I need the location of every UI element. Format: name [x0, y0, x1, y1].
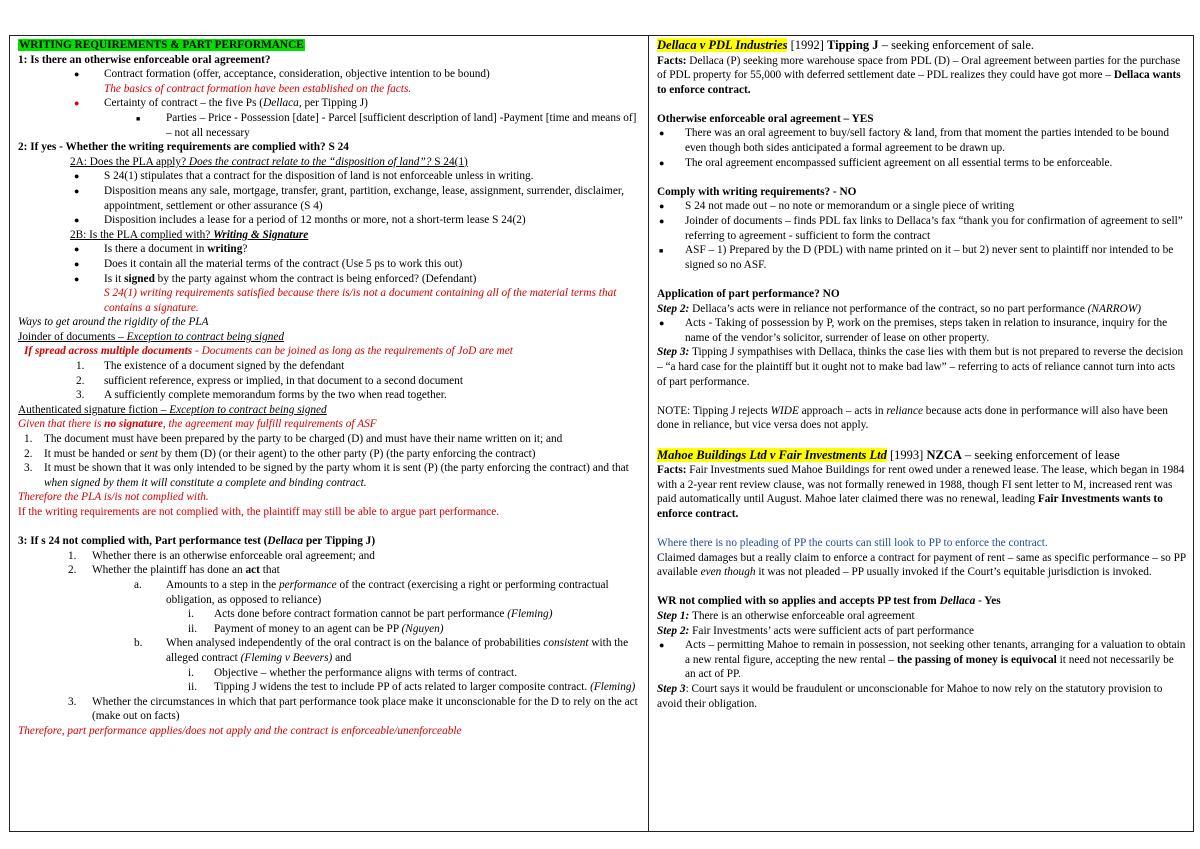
left-column: [10, 36, 649, 831]
q2-heading: 2: If yes - Whether the writing requirements are complied with? S 24: [18, 141, 349, 154]
q2b-heading: 2B: Is the PLA complied with? Writing & Signature: [70, 228, 309, 241]
note-red: If the writing requirements are not complied with, the plaintiff may still be able to argue part performance.: [18, 506, 500, 518]
list-item: a. Amounts to a step in the performance of the contract (exercising a right or performing contractual obligation, as opposed to reliance): [134, 578, 609, 606]
asf-heading: Authenticated signature fiction – Exception to contract being signed: [18, 403, 327, 416]
step-2: Step 2: Dellaca’s acts were in reliance not performance of the contract, so no part performance (NARROW): [657, 302, 1142, 315]
list-item: ● S 24(1) stipulates that a contract for the disposition of land is not enforceable unless in writing.: [18, 169, 642, 184]
note-red: Therefore the PLA is/is not complied with.: [18, 491, 209, 504]
q1-heading: 1: Is there an otherwise enforceable oral agreement?: [18, 53, 271, 66]
q3-heading: 3: If s 24 not complied with, Part performance test (Dellaca per Tipping J): [18, 535, 376, 548]
case-facts: Facts: Fair Investments sued Mahoe Buildings for rent owed under a renewed lease. The lease, which began in 1984 with a 2-year rent review clause, was not formally renewed in 1988, though FI sent letter to M, increased rent was paid automatically until August. Mahoe later claimed there was no renewal, leading Fair Investments wants to enforce contract.: [657, 464, 1185, 520]
note-red: Therefore, part performance applies/does not apply and the contract is enforceable/unenforceable: [18, 724, 462, 737]
section-heading: Comply with writing requirements? - NO: [657, 185, 857, 198]
list-item: ● Disposition includes a lease for a period of 12 months or more, not a short-term lease S 24(2): [18, 213, 642, 228]
note-red: If spread across multiple documents - Documents can be joined as long as the requirements of JoD are met: [24, 345, 513, 358]
list-item: ● Is there a document in writing?: [18, 242, 642, 257]
case-facts: Facts: Dellaca (P) seeking more warehouse space from PDL (D) – Oral agreement between parties for the purchase of PDL property for 55,000 with deferred settlement date – PDL realizes they could have got more – Dellaca wants to enforce contract.: [657, 54, 1181, 96]
list-item: ● Is it signed by the party against whom the contract is being enforced? (Defendant): [18, 272, 642, 287]
list-item: ● Joinder of documents – finds PDL fax links to Dellaca’s fax “thank you for confirmation of agreement to sell” referring to agreement - sufficient to form the contract: [657, 214, 1187, 243]
list-item: ● Acts – permitting Mahoe to remain in possession, not seeking other tenants, arranging for a valuation to obtain a new rental figure, accepting the new rental – the passing of money is equivocal it need not necessarily be an act of PP.: [657, 638, 1187, 682]
case-heading-dellaca: Dellaca v PDL Industries [1992] Tipping J – seeking enforcement of sale.: [657, 38, 1035, 52]
list-item: 3. It must be shown that it was only intended to be signed by the party whom it is sent (P) (the party enforcing the contract) and that when signed by them it will constitute a complete and binding contract.: [24, 462, 629, 489]
list-item: 2. Whether the plaintiff has done an act that: [68, 564, 280, 577]
list-item: 2. It must be handed or sent by them (D) (or their agent) to the other party (P) (the party enforcing the contract): [24, 447, 536, 460]
step-2: Step 2: Fair Investments’ acts were sufficient acts of part performance: [657, 624, 975, 637]
list-item: 3. A sufficiently complete memorandum forms by the two when read together.: [76, 389, 447, 402]
list-item: 2. sufficient reference, express or implied, in that document to a second document: [76, 374, 463, 387]
list-item: 1. Whether there is an otherwise enforceable oral agreement; and: [68, 549, 375, 562]
list-item: ● Acts - Taking of possession by P, work on the premises, steps taken in relation to insurance, inquiry for the name of the vendor’s solicitor, surrender of lease on other property.: [657, 316, 1187, 345]
ways-heading: Ways to get around the rigidity of the PLA: [18, 316, 209, 329]
jod-heading: Joinder of documents – Exception to contract being signed: [18, 330, 285, 343]
note-red: Given that there is no signature, the agreement may fulfill requirements of ASF: [18, 418, 377, 431]
note-red: The basics of contract formation have been established on the facts.: [104, 82, 412, 95]
note-red: S 24(1) writing requirements satisfied because there is/is not a document containing all of the material terms that contains a signature.: [104, 287, 617, 314]
note: NOTE: Tipping J rejects WIDE approach – acts in reliance because acts done in performance will also have been done in reliance, but vice versa does not apply.: [657, 404, 1168, 432]
note-blue: Where there is no pleading of PP the courts can still look to PP to enforce the contract.: [657, 537, 1048, 549]
step-3: Step 3: Court says it would be fraudulent or unconscionable for Mahoe to now rely on the statutory provision to avoid their obligation.: [657, 682, 1163, 710]
list-item: ii. Payment of money to an agent can be PP (Nguyen): [188, 622, 444, 635]
case-heading-mahoe: Mahoe Buildings Ltd v Fair Investments Ltd [1993] NZCA – seeking enforcement of lease: [657, 447, 1120, 462]
step-1: Step 1: There is an otherwise enforceable oral agreement: [657, 609, 915, 622]
list-item: ● Contract formation (offer, acceptance, consideration, objective intention to be bound): [18, 67, 642, 82]
notes-table: [9, 35, 1194, 832]
paragraph: Claimed damages but a really claim to enforce a contract for payment of rent – same as specific performance – so PP available even though it was not pleaded – PP usually invoked if the Court’s equitable jurisdiction is invoked.: [657, 551, 1186, 579]
list-item: ● S 24 not made out – no note or memorandum or a single piece of writing: [657, 199, 1187, 214]
list-item: 3. Whether the circumstances in which that part performance took place make it unconscionable for the D to rely on the act (make out on facts): [68, 695, 638, 723]
list-item: ii. Tipping J widens the test to include PP of acts related to larger composite contract. (Fleming): [188, 681, 636, 694]
list-item: ● The oral agreement encompassed sufficient agreement on all essential terms to be enforceable.: [657, 156, 1187, 171]
page-title: WRITING REQUIREMENTS & PART PERFORMANCE: [19, 39, 304, 51]
list-item: ● There was an oral agreement to buy/sell factory & land, from that moment the parties intended to be bound even though both sides anticipated a formal agreement to be drawn up.: [657, 126, 1187, 155]
list-item: ● Certainty of contract – the five Ps (Dellaca, per Tipping J): [18, 96, 642, 111]
list-item: ● Does it contain all the material terms of the contract (Use 5 ps to work this out): [18, 257, 642, 272]
list-item: i. Acts done before contract formation cannot be part performance (Fleming): [188, 608, 553, 621]
list-item: 1. The document must have been prepared by the party to be charged (D) and must have their name written on it; and: [24, 433, 563, 446]
section-heading: Application of part performance? NO: [657, 288, 840, 300]
section-heading: Otherwise enforceable oral agreement – YES: [657, 112, 874, 125]
list-item: i. Objective – whether the performance aligns with terms of contract.: [188, 666, 518, 679]
list-item: ■ Parties – Price - Possession [date] - Parcel [sufficient description of land] -Payment [time and means of] – not all necessary: [18, 111, 642, 140]
list-item: ● Disposition means any sale, mortgage, transfer, grant, partition, exchange, lease, assignment, surrender, disclaimer, appointment, settlement or other assurance (S 4): [18, 184, 642, 213]
list-item: ■ ASF – 1) Prepared by the D (PDL) with name printed on it – but 2) never sent to plaintiff nor intended to be signed so no ASF.: [657, 243, 1187, 272]
step-3: Step 3: Tipping J sympathises with Dellaca, thinks the case lies with them but is not prepared to reverse the decision – “a hard case for the plaintiff but it ought not to make bad law” – referring to acts of reliance cannot turn into acts of part performance.: [657, 346, 1184, 388]
section-heading: WR not complied with so applies and accepts PP test from Dellaca - Yes: [657, 595, 1001, 608]
list-item: 1. The existence of a document signed by the defendant: [76, 360, 345, 373]
right-column: [649, 36, 1193, 831]
q2a-heading: 2A: Does the PLA apply? Does the contract relate to the “disposition of land”? S 24(1): [70, 155, 468, 168]
list-item: b. When analysed independently of the oral contract is on the balance of probabilities consistent with the alleged contract (Fleming v Beevers) and: [134, 637, 629, 664]
